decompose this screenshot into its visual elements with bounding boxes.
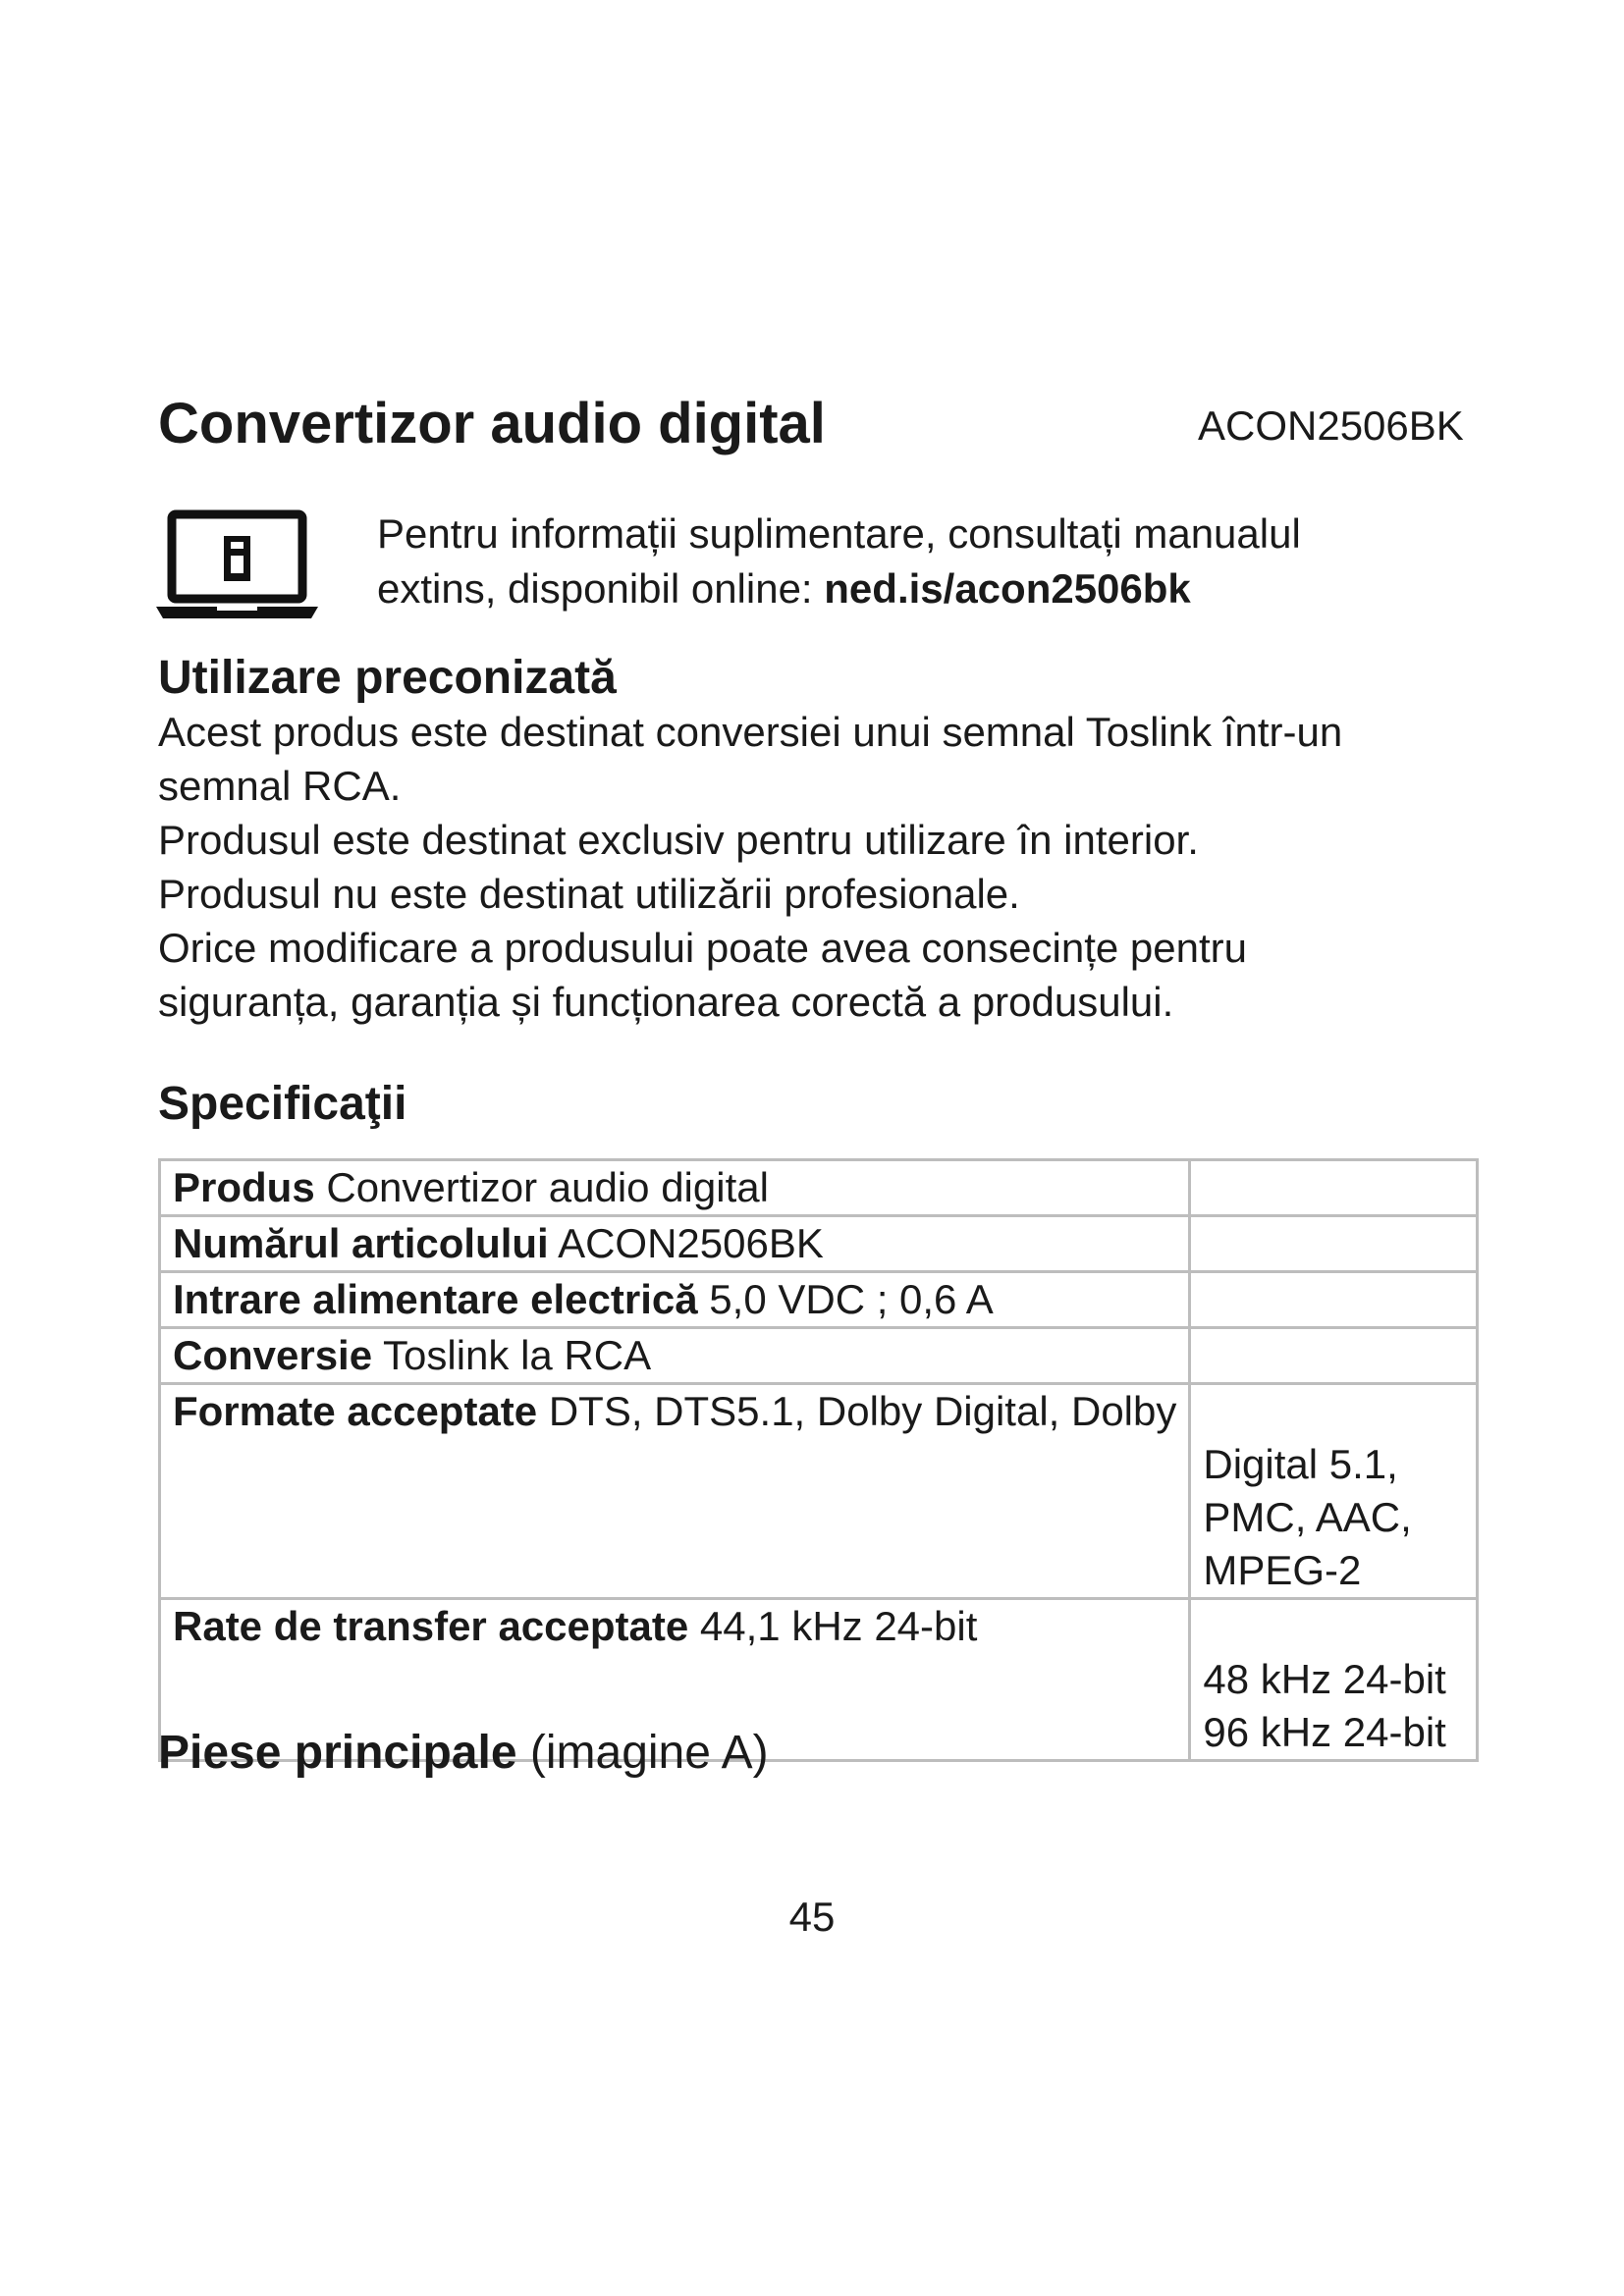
spec-cell [1190, 1384, 1478, 1599]
table-row [160, 1328, 1478, 1384]
spec-label: Intrare alimentare electrică [173, 1276, 698, 1322]
parts-heading-note: (imagine A) [529, 1727, 769, 1779]
spec-value: 5,0 VDC ; 0,6 A [709, 1276, 994, 1322]
spec-label: Formate acceptate [173, 1388, 538, 1434]
spec-value-continued: 96 kHz 24-bit [1203, 1709, 1446, 1755]
usage-line: Produsul este destinat exclusiv pentru utilizare în interior. [158, 817, 1199, 863]
spec-cell [160, 1216, 1190, 1272]
spec-cell [1190, 1599, 1478, 1761]
model-number: ACON2506BK [1198, 402, 1464, 449]
page-title: Convertizor audio digital [158, 392, 826, 455]
usage-line: Produsul nu este destinat utilizării profesionale. [158, 871, 1020, 917]
table-row [160, 1160, 1478, 1216]
table-row [160, 1216, 1478, 1272]
spec-cell [160, 1160, 1190, 1216]
info-note [377, 507, 1437, 616]
laptop-info-icon [156, 508, 318, 621]
usage-line: Acest produs este destinat conversiei unui semnal Toslink într-un [158, 709, 1343, 755]
parts-heading-bold: Piese principale [158, 1727, 517, 1779]
spec-value: 44,1 kHz 24-bit [699, 1603, 978, 1649]
spec-cell-empty [1190, 1216, 1478, 1272]
info-line-2 [377, 561, 1437, 616]
spec-cell [160, 1384, 1190, 1599]
spec-cell [160, 1328, 1190, 1384]
info-line-1: Pentru informații suplimentare, consultați manualul [377, 510, 1301, 557]
spec-cell-empty [1190, 1160, 1478, 1216]
spec-value-continued: 48 kHz 24-bit [1203, 1656, 1446, 1702]
usage-line: semnal RCA. [158, 763, 402, 809]
spec-label: Numărul articolului [173, 1220, 549, 1266]
spec-value: ACON2506BK [558, 1220, 824, 1266]
usage-heading: Utilizare preconizată [158, 652, 617, 704]
spec-label: Conversie [173, 1332, 373, 1378]
spec-cell-empty [1190, 1272, 1478, 1328]
spec-cell-empty [1190, 1328, 1478, 1384]
manual-link[interactable]: ned.is/acon2506bk [824, 565, 1191, 612]
spec-value: DTS, DTS5.1, Dolby Digital, Dolby [548, 1388, 1177, 1434]
specs-table [158, 1158, 1479, 1762]
usage-text [158, 705, 1454, 1029]
spec-cell [160, 1272, 1190, 1328]
usage-line: siguranța, garanția și funcționarea corectă a produsului. [158, 979, 1174, 1025]
specs-heading: Specificaţii [158, 1078, 407, 1130]
spec-value: Toslink la RCA [383, 1332, 652, 1378]
usage-line: Orice modificare a produsului poate avea consecințe pentru [158, 925, 1247, 971]
table-row [160, 1272, 1478, 1328]
info-line-2-text: extins, disponibil online: [377, 565, 825, 612]
spec-value-continued: Digital 5.1, PMC, AAC, MPEG-2 [1203, 1441, 1412, 1593]
page-number: 45 [788, 1894, 836, 1940]
table-row [160, 1384, 1478, 1599]
parts-heading [158, 1726, 769, 1780]
spec-label: Produs [173, 1164, 315, 1210]
spec-label: Rate de transfer acceptate [173, 1603, 689, 1649]
spec-value: Convertizor audio digital [326, 1164, 769, 1210]
